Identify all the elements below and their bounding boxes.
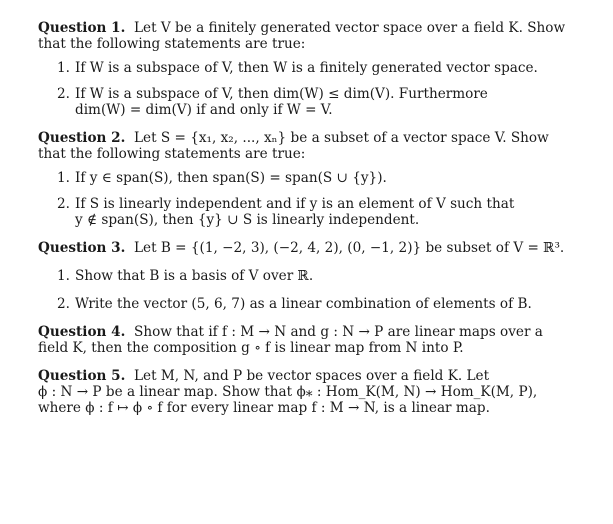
list-number: 2.	[57, 296, 70, 312]
question-1-item-1	[38, 60, 568, 76]
item-text-line-1: If S is linearly independent and if y is an element of V such that	[75, 196, 515, 212]
question-2-item-2	[38, 196, 568, 228]
question-2-item-1	[38, 170, 568, 186]
question-3-heading: Question 3.	[38, 240, 126, 256]
question-2	[38, 130, 568, 228]
question-3-item-1	[38, 268, 568, 284]
question-1-intro-line-1: Let V be a finitely generated vector space over a field K. Show	[134, 20, 566, 36]
list-number: 2.	[57, 86, 70, 102]
item-text-line-1: Write the vector (5, 6, 7) as a linear combination of elements of B.	[75, 296, 532, 312]
question-3-item-2	[38, 296, 568, 312]
question-3-intro	[38, 240, 568, 256]
question-2-list	[38, 170, 568, 228]
question-2-heading: Question 2.	[38, 130, 126, 146]
document-page	[38, 20, 568, 416]
question-1-intro	[38, 20, 568, 36]
question-5-intro-line-1: Let M, N, and P be vector spaces over a field K. Let	[134, 368, 490, 384]
question-5	[38, 368, 568, 416]
question-5-intro-line-3: where ϕ : f ↦ ϕ ∘ f for every linear map f : M → N, is a linear map.	[38, 400, 490, 416]
item-text-line-1: If y ∈ span(S), then span(S) = span(S ∪ {y}).	[75, 170, 387, 186]
question-4-intro-line-2: field K, then the composition g ∘ f is linear map from N into P.	[38, 340, 464, 356]
item-text-line-2: y ∉ span(S), then {y} ∪ S is linearly independent.	[75, 212, 420, 228]
question-5-intro	[38, 368, 568, 384]
question-4-intro-line-1: Show that if f : M → N and g : N → P are linear maps over a	[134, 324, 543, 340]
question-1	[38, 20, 568, 118]
question-4	[38, 324, 568, 356]
question-3-list	[38, 268, 568, 312]
question-4-heading: Question 4.	[38, 324, 126, 340]
item-text-line-1: If W is a subspace of V, then dim(W) ≤ dim(V). Furthermore	[75, 86, 488, 102]
question-3-intro-line-1: Let B = {(1, −2, 3), (−2, 4, 2), (0, −1, 2)} be subset of V = ℝ³.	[134, 240, 565, 256]
question-2-intro-line-2: that the following statements are true:	[38, 146, 306, 162]
question-5-intro-line-2: ϕ : N → P be a linear map. Show that ϕ⁎ : Hom_K(M, N) → Hom_K(M, P),	[38, 384, 538, 400]
item-text-line-1: If W is a subspace of V, then W is a finitely generated vector space.	[75, 60, 538, 76]
question-1-intro-line-2: that the following statements are true:	[38, 36, 306, 52]
question-1-item-2	[38, 86, 568, 118]
list-number: 1.	[57, 60, 70, 76]
list-number: 1.	[57, 268, 70, 284]
list-number: 2.	[57, 196, 70, 212]
item-text-line-2: dim(W) = dim(V) if and only if W = V.	[75, 102, 333, 118]
list-number: 1.	[57, 170, 70, 186]
question-1-list	[38, 60, 568, 118]
question-2-intro-line-1: Let S = {x₁, x₂, ..., xₙ} be a subset of a vector space V. Show	[134, 130, 549, 146]
question-2-intro	[38, 130, 568, 146]
question-3	[38, 240, 568, 312]
item-text-line-1: Show that B is a basis of V over ℝ.	[75, 268, 314, 284]
question-1-heading: Question 1.	[38, 20, 126, 36]
question-4-intro	[38, 324, 568, 340]
question-5-heading: Question 5.	[38, 368, 126, 384]
